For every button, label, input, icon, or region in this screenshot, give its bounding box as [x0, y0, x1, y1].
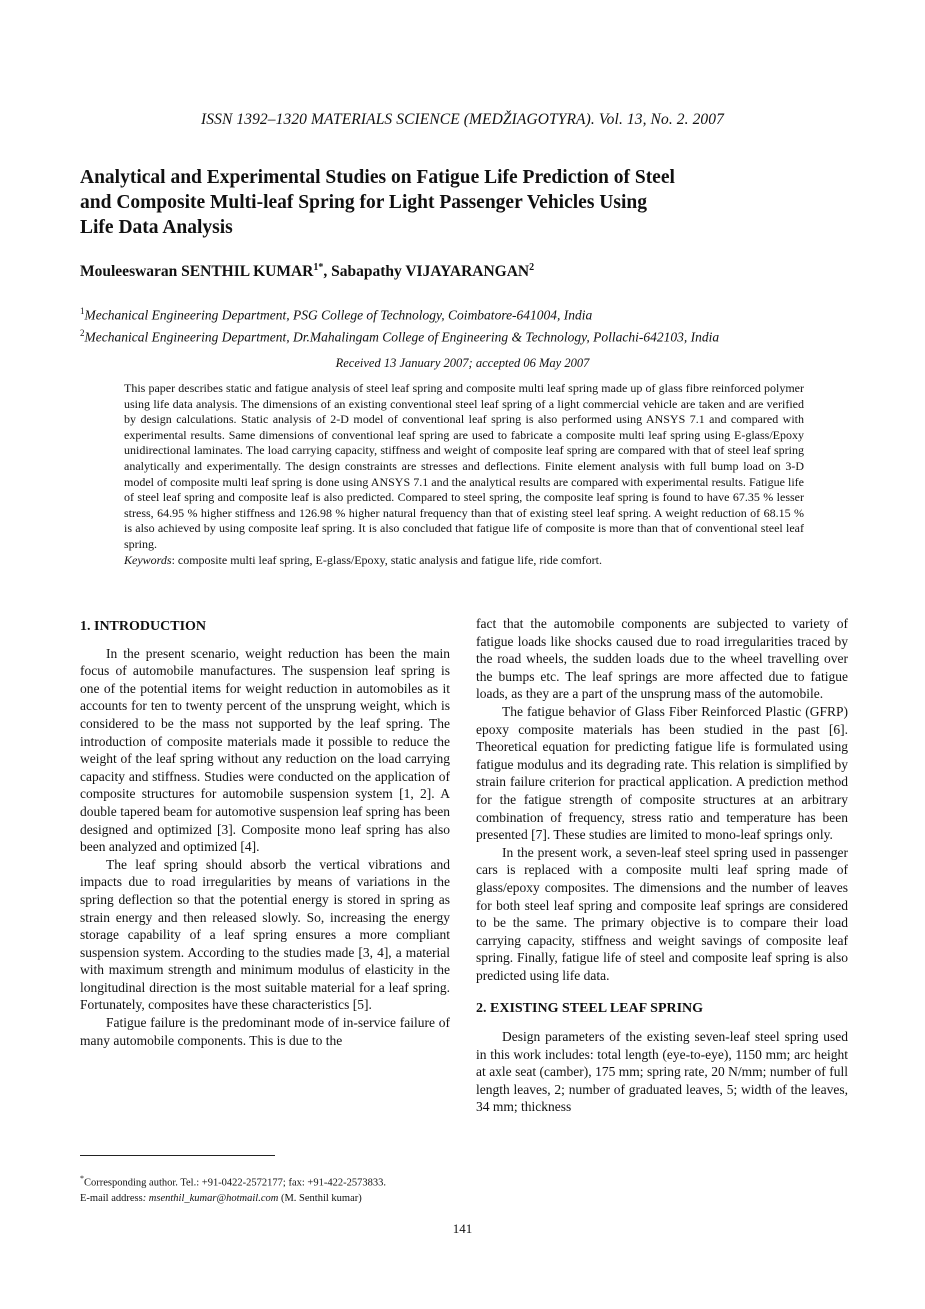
- paragraph: Design parameters of the existing seven-leaf steel spring used in this work includes: total length (eye-to-eye), 1150 mm; arc height at axle seat (camber), 175 mm; spring rate, 20 N/mm; number of full length leaves, 2; number of graduated leaves, 5; width of the leaves, 34 mm; thickness: [476, 1029, 848, 1115]
- affiliation-text: Mechanical Engineering Department, Dr.Mahalingam College of Engineering & Technology, Pollachi-642103, India: [84, 329, 720, 345]
- author-list: [80, 262, 534, 281]
- affiliation-number: 1: [80, 306, 85, 316]
- section-heading: 1. INTRODUCTION: [80, 619, 207, 634]
- author-separator: ,: [323, 263, 332, 281]
- page-number: 141: [452, 1221, 473, 1236]
- author-name: Mouleeswaran SENTHIL KUMAR: [80, 263, 314, 281]
- footnote-text: Corresponding author. Tel.: +91-0422-2572177; fax: +91-422-2573833.: [84, 1177, 386, 1189]
- left-column: [80, 618, 450, 1049]
- author-name: Sabapathy VIJAYARANGAN: [331, 263, 530, 281]
- paragraph: Fatigue failure is the predominant mode of in-service failure of many automobile components. This is due to the: [80, 1015, 450, 1048]
- title-line: Analytical and Experimental Studies on Fatigue Life Prediction of Steel: [80, 167, 675, 188]
- keywords-label: Keywords: [124, 552, 172, 567]
- right-column: [476, 615, 848, 1116]
- paper-title: [80, 165, 780, 240]
- keywords-text: : composite multi leaf spring, E-glass/Epoxy, static analysis and fatigue life, ride comfort.: [171, 552, 603, 567]
- paragraph: The leaf spring should absorb the vertical vibrations and impacts due to road irregularities by means of variations in the spring deflection so that the potential energy is stored in spring as strain energy and then released slowly. So, increasing the energy storage capability of a leaf spring ensures a more compliant suspension system. According to the studies made [3, 4], a material with maximum strength and minimum modulus of elasticity in the longitudinal direction is the most suitable material for a leaf spring. Fortunately, composites have these characteristics [5].: [80, 856, 450, 1013]
- paragraph: In the present scenario, weight reduction has been the main focus of automobile manufactures. The suspension leaf spring is one of the potential items for weight reduction in automobiles as it accounts for ten to twenty percent of the unsprung weight, which is considered to be the mass not supported by the leaf spring. The introduction of composite materials made it possible to reduce the weight of the leaf spring without any reduction on the load carrying capacity and stiffness. Studies were conducted on the application of composite structures for automobile suspension system [1, 2]. A double tapered beam for automotive suspension leaf spring has been designed and optimized [3]. Composite mono leaf spring has also been analyzed and optimized [4].: [80, 645, 450, 855]
- paragraph: The fatigue behavior of Glass Fiber Reinforced Plastic (GFRP) epoxy composite materials has been studied in the past [6]. Theoretical equation for predicting fatigue life is formulated using fatigue modulus and its degrading rate. This relation is simplified by strain failure criterion for practical application. A prediction method for the fatigue strength of composite structures at an arbitrary combination of frequency, stress ratio and temperature has been presented [7]. These studies are limited to mono-leaf springs only.: [476, 703, 848, 843]
- abstract: [124, 381, 804, 568]
- paragraph: In the present work, a seven-leaf steel spring used in passenger cars is replaced with a composite multi leaf spring made of glass/epoxy composites. The dimensions and the number of leaves for both steel leaf spring and composite leaf springs are considered to be the same. The primary objective is to compare their load carrying capacity, stiffness and weight savings of composite leaf spring. Finally, fatigue life of steel and composite leaf spring is also predicted using life data.: [476, 844, 848, 983]
- footnote-mark: *: [80, 1174, 84, 1183]
- author-affil-mark: 2: [529, 262, 535, 273]
- footnote-line: [80, 1171, 455, 1191]
- title-line: and Composite Multi-leaf Spring for Light Passenger Vehicles Using: [80, 192, 647, 213]
- received-date: Received 13 January 2007; accepted 06 May 2007: [335, 356, 590, 370]
- footnote-rule: [80, 1155, 275, 1156]
- footnote-email-label: E-mail address: [80, 1192, 143, 1204]
- author-affil-mark: 1*: [313, 262, 324, 273]
- abstract-text: This paper describes static and fatigue analysis of steel leaf spring and composite multi leaf spring made up of glass fibre reinforced polymer using life data analysis. The dimensions of an existing conventional steel leaf spring of a light commercial vehicle are taken and are verified by design calculations. Static analysis of 2-D model of conventional leaf spring is also performed using ANSYS 7.1 and compared with experimental results. Same dimensions of conventional leaf spring are used to fabricate a composite multi leaf spring using E-glass/Epoxy unidirectional laminates. The load carrying capacity, stiffness and weight of composite leaf spring are compared with that of steel leaf spring analytically and experimentally. The design constraints are stresses and deflections. Finite element analysis with full bump load on 3-D model of composite multi leaf spring is done using ANSYS 7.1 and the analytical results are compared with experimental results. Fatigue life of steel leaf spring and composite leaf is also predicted. Compared to steel spring, the composite leaf spring is found to have 67.35 % lesser stress, 64.95 % higher stiffness and 126.98 % higher natural frequency than that of existing steel leaf spring. A weight reduction of 68.15 % is also achieved by using composite leaf spring. It is also concluded that fatigue life of composite is more than that of conventional steel leaf spring.: [124, 381, 804, 551]
- footnote: [80, 1171, 455, 1206]
- footnote-email[interactable]: : msenthil_kumar@hotmail.com: [142, 1192, 279, 1204]
- affiliation-number: 2: [80, 328, 85, 338]
- journal-header: ISSN 1392–1320 MATERIALS SCIENCE (MEDŽIAGOTYRA). Vol. 13, No. 2. 2007: [201, 111, 724, 128]
- keywords: [124, 553, 804, 569]
- affiliation-text: Mechanical Engineering Department, PSG College of Technology, Coimbatore-641004, India: [84, 307, 593, 323]
- footnote-line: [80, 1191, 455, 1206]
- section-heading: 2. EXISTING STEEL LEAF SPRING: [476, 1001, 704, 1017]
- title-line: Life Data Analysis: [80, 217, 233, 238]
- paragraph: fact that the automobile components are subjected to variety of fatigue loads like shocks caused due to road irregularities traced by the road wheels, the sudden loads due to the wheel travelling over the bumps etc. The leaf springs are more affected due to fatigue loads, as they are a part of the unsprung mass of the automobile.: [476, 616, 848, 702]
- affiliation: [80, 328, 860, 346]
- footnote-text: (M. Senthil kumar): [278, 1192, 362, 1204]
- affiliation: [80, 306, 860, 324]
